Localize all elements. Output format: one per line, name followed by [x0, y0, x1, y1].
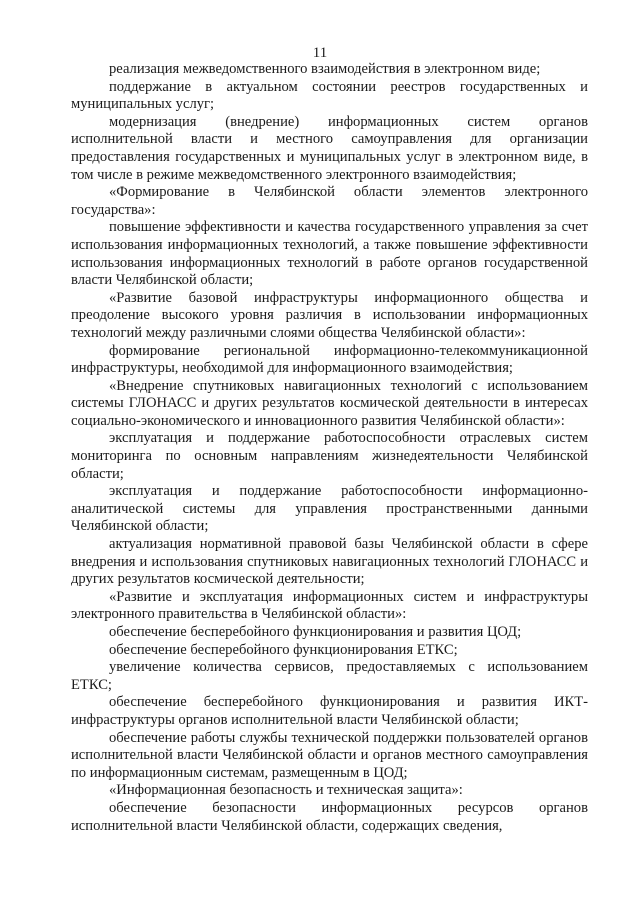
paragraph: обеспечение бесперебойного функционирования ЕТКС;: [109, 641, 458, 658]
paragraph: актуализация нормативной правовой базы Челябинской области в сфере внедрения и использования спутниковых навигационных технологий ГЛОНАСС и других результатов космической деятельности;: [71, 536, 588, 588]
paragraph: реализация межведомственного взаимодействия в электронном виде;: [109, 61, 541, 77]
section-heading: «Внедрение спутниковых навигационных технологий с использованием системы ГЛОНАСС и других результатов космической деятельности в интересах социально-экономического и инновационного развития Челябинской области»:: [71, 377, 588, 429]
paragraph: модернизация (внедрение) информационных систем органов исполнительной власти и местного самоуправления для организации предоставления государственных и муниципальных услуг в электронном виде, в том числе в режиме межведомственного электронного взаимодействия;: [71, 113, 588, 183]
paragraph: повышение эффективности и качества государственного управления за счет использования информационных технологий, а также повышение эффективности использования информационных технологий в работе органов государственной власти Челябинской области;: [71, 219, 588, 289]
paragraph: увеличение количества сервисов, предоставляемых с использованием ЕТКС;: [71, 659, 588, 693]
paragraph: эксплуатация и поддержание работоспособности отраслевых систем мониторинга по основным направлениям жизнедеятельности Челябинской области;: [71, 430, 588, 482]
section-heading: «Развитие базовой инфраструктуры информационного общества и преодоление высокого уровня различия в использовании информационных технологий между различными слоями общества Челябинской области»:: [71, 289, 588, 341]
paragraph: обеспечение бесперебойного функционирования и развития ИКТ-инфраструктуры органов исполнительной власти Челябинской области;: [71, 694, 588, 728]
page-number: 11: [312, 45, 328, 61]
section-heading: «Формирование в Челябинской области элементов электронного государства»:: [71, 184, 588, 218]
section-heading: «Информационная безопасность и техническая защита»:: [109, 782, 463, 799]
paragraph: эксплуатация и поддержание работоспособности информационно-аналитической системы для управления пространственными данными Челябинской области;: [71, 483, 588, 535]
paragraph: обеспечение безопасности информационных ресурсов органов исполнительной власти Челябинской области, содержащих сведения,: [71, 799, 588, 834]
paragraph: обеспечение бесперебойного функционирования и развития ЦОД;: [109, 624, 522, 640]
paragraph: формирование региональной информационно-телекоммуникационной инфраструктуры, необходимой для информационного взаимодействия;: [71, 342, 588, 377]
paragraph: обеспечение работы службы технической поддержки пользователей органов исполнительной власти Челябинской области и органов местного самоуправления по информационным системам, размещенным в ЦОД;: [71, 729, 588, 781]
document-body: [71, 61, 588, 835]
paragraph: поддержание в актуальном состоянии реестров государственных и муниципальных услуг;: [71, 78, 588, 113]
section-heading: «Развитие и эксплуатация информационных систем и инфраструктуры электронного правительства в Челябинской области»:: [71, 588, 588, 623]
